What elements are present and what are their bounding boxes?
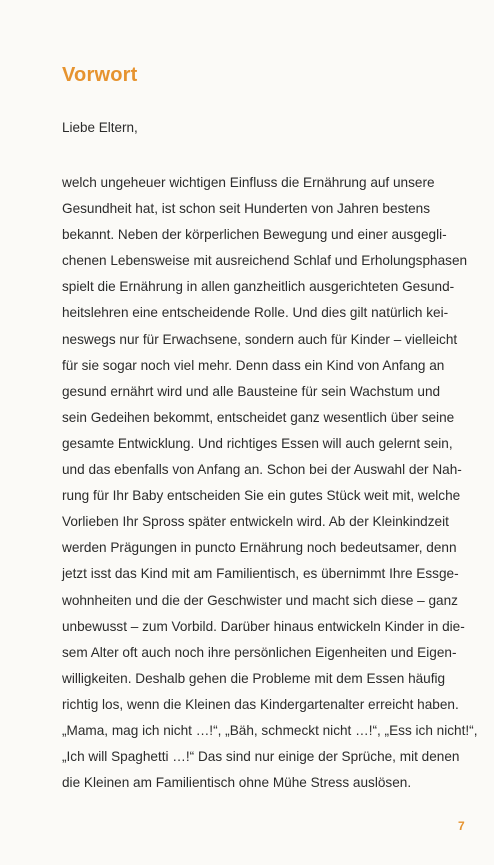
text-line: die Kleinen am Familientisch ohne Mühe Stress auslösen. (62, 775, 412, 791)
text-line: rung für Ihr Baby entscheiden Sie ein gutes Stück weit mit, welche (62, 488, 461, 504)
text-line: „Ich will Spaghetti …!“ Das sind nur einige der Sprüche, mit denen (62, 749, 460, 765)
text-line: heitslehren eine entscheidende Rolle. Und dies gilt natürlich kei- (62, 305, 449, 321)
text-line: neswegs nur für Erwachsene, sondern auch für Kinder – vielleicht (62, 331, 458, 347)
text-line: sein Gedeihen bekommt, entscheidet ganz wesentlich über seine (62, 409, 455, 425)
text-line: sem Alter oft auch noch ihre persönlichen Eigenheiten und Eigen- (62, 644, 457, 660)
text-line: unbewusst – zum Vorbild. Darüber hinaus entwickeln Kinder in die- (62, 618, 465, 634)
text-line: werden Prägungen in puncto Ernährung noch bedeutsamer, denn (62, 540, 457, 556)
text-line: Gesundheit hat, ist schon seit Hunderten von Jahren bestens (62, 201, 431, 217)
text-line: gesamte Entwicklung. Und richtiges Essen will auch gelernt sein, (62, 435, 453, 451)
text-line: bekannt. Neben der körperlichen Bewegung und einer ausgegli- (62, 227, 447, 243)
text-line: willigkeiten. Deshalb gehen die Probleme mit dem Essen häufig (62, 670, 446, 686)
body-text (62, 170, 482, 796)
text-line: gesund ernährt wird und alle Bausteine für sein Wachstum und (62, 383, 441, 399)
text-line: spielt die Ernährung in allen ganzheitlich ausgerichteten Gesund- (62, 279, 455, 295)
text-line: jetzt isst das Kind mit am Familientisch, es übernimmt Ihre Essge- (62, 566, 459, 582)
text-line: „Mama, mag ich nicht …!“, „Bäh, schmeckt nicht …!“, „Ess ich nicht!“, (62, 722, 478, 738)
text-line: welch ungeheuer wichtigen Einfluss die Ernährung auf unsere (62, 175, 435, 190)
page-number: 7 (458, 819, 465, 833)
salutation: Liebe Eltern, (62, 120, 138, 135)
text-line: Vorlieben Ihr Spross später entwickeln wird. Ab der Kleinkindzeit (62, 514, 449, 530)
text-line: richtig los, wenn die Kleinen das Kindergartenalter erreicht haben. (62, 696, 459, 712)
text-line: wohnheiten und die der Geschwister und macht sich diese – ganz (62, 592, 458, 608)
text-line: und das ebenfalls von Anfang an. Schon bei der Auswahl der Nah- (62, 462, 462, 478)
text-line: für sie sogar noch viel mehr. Denn dass ein Kind von Anfang an (62, 357, 445, 373)
text-line: chenen Lebensweise mit ausreichend Schlaf und Erholungsphasen (62, 253, 468, 269)
page-heading: Vorwort (62, 64, 138, 86)
